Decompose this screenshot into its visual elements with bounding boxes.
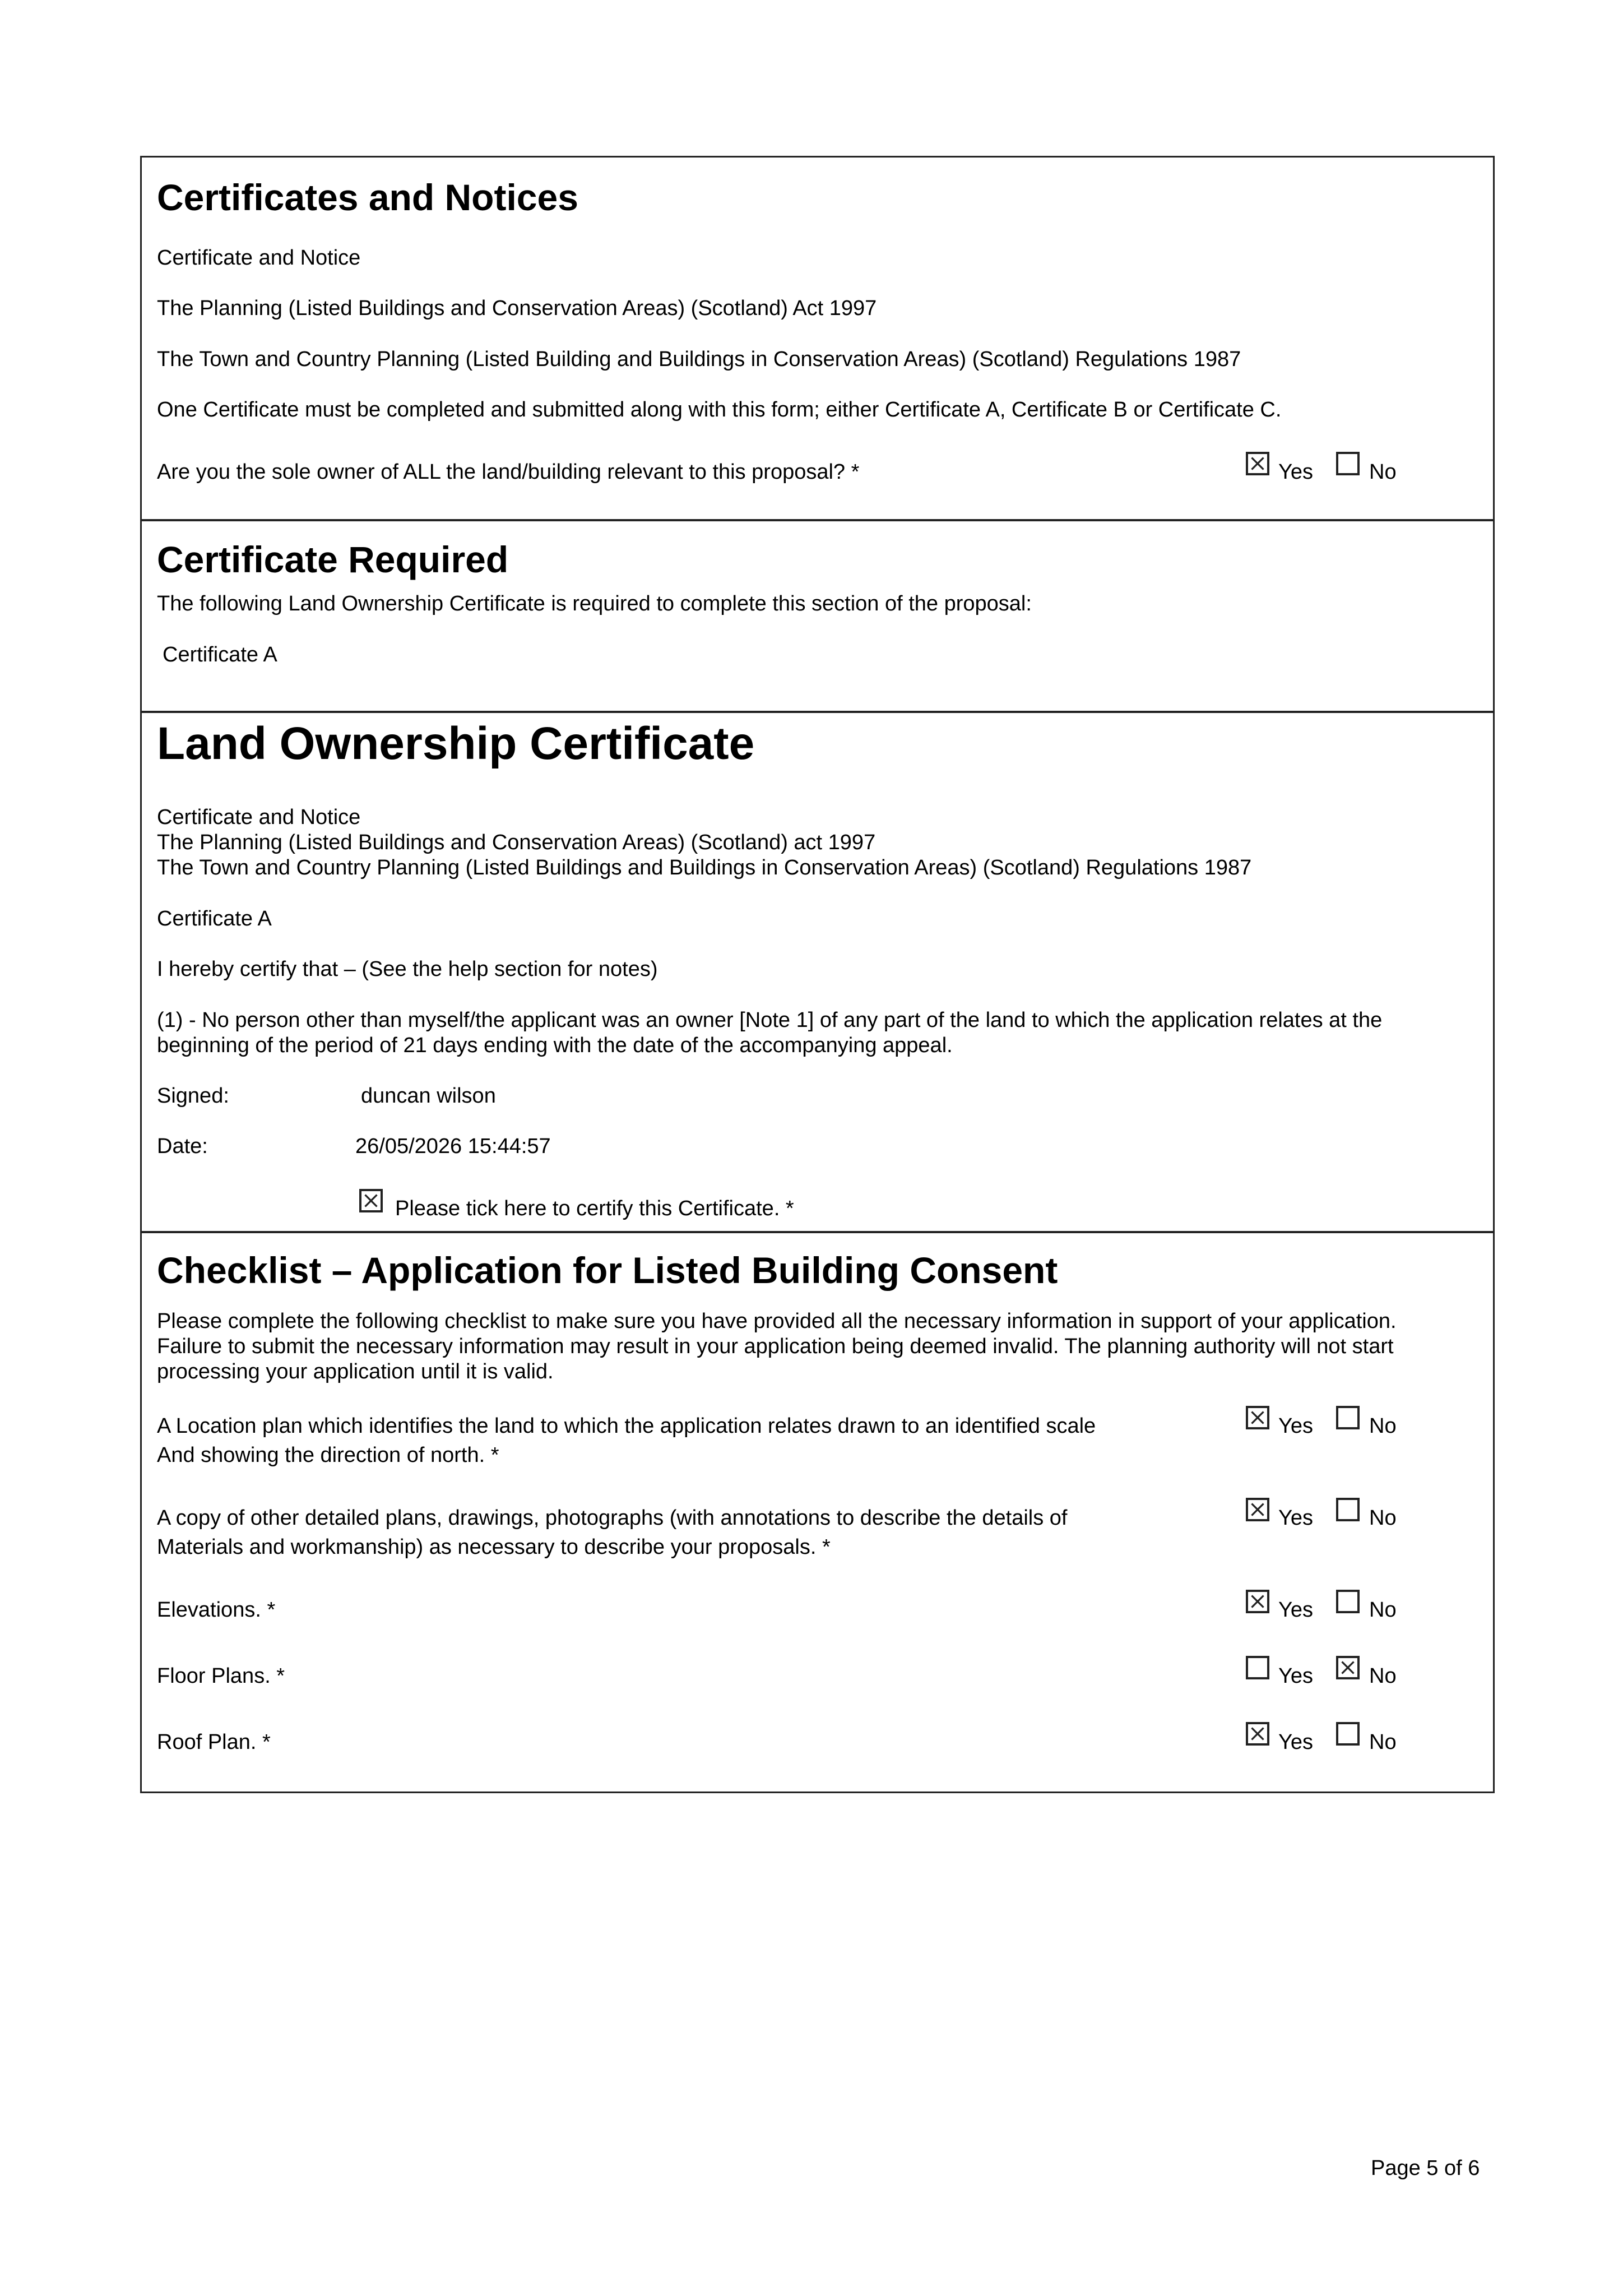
checkbox-x-mark-icon bbox=[1248, 1592, 1267, 1611]
yes-label: Yes bbox=[1278, 1414, 1313, 1438]
no-checkbox[interactable] bbox=[1336, 1722, 1360, 1746]
act-line: The Planning (Listed Buildings and Conservation Areas) (Scotland) Act 1997 bbox=[157, 297, 877, 320]
no-checkbox[interactable] bbox=[1336, 1406, 1360, 1429]
yes-checkbox[interactable] bbox=[1246, 452, 1269, 475]
checklist-intro-line-3: processing your application until it is valid. bbox=[157, 1360, 554, 1383]
certify-label: Please tick here to certify this Certificate. * bbox=[395, 1197, 794, 1220]
checkbox-x-mark-icon bbox=[1248, 454, 1267, 473]
notice-line: Certificate and Notice bbox=[157, 246, 361, 270]
checklist-item-text: Elevations. * bbox=[157, 1598, 276, 1622]
yes-label: Yes bbox=[1278, 1598, 1313, 1622]
checklist-item-text-cont: Materials and workmanship) as necessary to describe your proposals. * bbox=[157, 1535, 831, 1559]
date-value: 26/05/2026 15:44:57 bbox=[355, 1135, 551, 1158]
checkbox-x-mark-icon bbox=[1248, 1408, 1267, 1427]
section-heading: Land Ownership Certificate bbox=[157, 718, 755, 769]
checklist-intro-line-2: Failure to submit the necessary information may result in your application being deemed invalid. The planning authority will not start bbox=[157, 1335, 1394, 1358]
section-land-ownership bbox=[142, 713, 1493, 1231]
date-label: Date: bbox=[157, 1135, 208, 1158]
no-label: No bbox=[1369, 1598, 1397, 1622]
no-label: No bbox=[1369, 1506, 1397, 1530]
section-heading: Certificates and Notices bbox=[157, 177, 578, 218]
checkbox-x-mark-icon bbox=[361, 1191, 381, 1210]
checklist-row bbox=[142, 1664, 1493, 1725]
instruction-line: One Certificate must be completed and submitted along with this form; either Certificate A, Certificate B or Certificate C. bbox=[157, 398, 1282, 422]
required-intro: The following Land Ownership Certificate is required to complete this section of the proposal: bbox=[157, 592, 1032, 615]
required-certificate: Certificate A bbox=[163, 643, 277, 666]
yes-label: Yes bbox=[1278, 1664, 1313, 1688]
ownership-clause-line-2: beginning of the period of 21 days ending with the date of the accompanying appeal. bbox=[157, 1034, 953, 1057]
checkbox-x-mark-icon bbox=[1248, 1724, 1267, 1743]
checkbox-x-mark-icon bbox=[1248, 1500, 1267, 1519]
sole-owner-question: Are you the sole owner of ALL the land/building relevant to this proposal? * bbox=[157, 460, 860, 484]
yes-checkbox[interactable] bbox=[1246, 1406, 1269, 1429]
section-heading: Checklist – Application for Listed Building Consent bbox=[157, 1249, 1058, 1291]
page-number: Page 5 of 6 bbox=[1371, 2156, 1480, 2180]
no-checkbox[interactable] bbox=[1336, 1656, 1360, 1679]
section-heading: Certificate Required bbox=[157, 539, 509, 580]
certify-checkbox[interactable] bbox=[359, 1189, 383, 1212]
signed-label: Signed: bbox=[157, 1084, 229, 1108]
checklist-item-text: A Location plan which identifies the land to which the application relates drawn to an identified scale bbox=[157, 1414, 1096, 1438]
checklist-row bbox=[142, 1730, 1493, 1792]
checklist-item-text: Floor Plans. * bbox=[157, 1664, 285, 1688]
regulations-line: The Town and Country Planning (Listed Building and Buildings in Conservation Areas) (Scotland) Regulations 1987 bbox=[157, 348, 1241, 371]
yes-checkbox[interactable] bbox=[1246, 1498, 1269, 1521]
checklist-row bbox=[142, 1598, 1493, 1659]
checklist-item-text: Roof Plan. * bbox=[157, 1730, 271, 1754]
checklist-row bbox=[142, 1414, 1493, 1475]
ownership-clause-line-1: (1) - No person other than myself/the applicant was an owner [Note 1] of any part of the land to which the application relates at the bbox=[157, 1008, 1383, 1032]
no-checkbox[interactable] bbox=[1336, 452, 1360, 475]
no-label: No bbox=[1369, 460, 1397, 484]
section-checklist bbox=[142, 1233, 1493, 1794]
no-label: No bbox=[1369, 1414, 1397, 1438]
checklist-item-text-cont: And showing the direction of north. * bbox=[157, 1443, 499, 1467]
no-label: No bbox=[1369, 1730, 1397, 1754]
yes-checkbox[interactable] bbox=[1246, 1590, 1269, 1613]
signed-value: duncan wilson bbox=[361, 1084, 496, 1108]
yes-checkbox[interactable] bbox=[1246, 1722, 1269, 1746]
section-certificate-required bbox=[142, 521, 1493, 711]
certify-intro: I hereby certify that – (See the help section for notes) bbox=[157, 957, 658, 981]
checklist-row bbox=[142, 1506, 1493, 1567]
checklist-item-text: A copy of other detailed plans, drawings, photographs (with annotations to describe the details of bbox=[157, 1506, 1068, 1530]
yes-checkbox[interactable] bbox=[1246, 1656, 1269, 1679]
checklist-intro-line-1: Please complete the following checklist to make sure you have provided all the necessary information in support of your application. bbox=[157, 1309, 1397, 1333]
act-line: The Planning (Listed Buildings and Conservation Areas) (Scotland) act 1997 bbox=[157, 831, 876, 854]
yes-label: Yes bbox=[1278, 460, 1313, 484]
yes-label: Yes bbox=[1278, 1506, 1313, 1530]
yes-label: Yes bbox=[1278, 1730, 1313, 1754]
section-certificates-notices bbox=[142, 158, 1493, 519]
checkbox-x-mark-icon bbox=[1338, 1658, 1357, 1677]
no-label: No bbox=[1369, 1664, 1397, 1688]
certificate-type: Certificate A bbox=[157, 907, 272, 931]
application-form-panel bbox=[140, 156, 1495, 1793]
notice-line: Certificate and Notice bbox=[157, 806, 361, 829]
no-checkbox[interactable] bbox=[1336, 1590, 1360, 1613]
no-checkbox[interactable] bbox=[1336, 1498, 1360, 1521]
regulations-line: The Town and Country Planning (Listed Buildings and Buildings in Conservation Areas) (Scotland) Regulations 1987 bbox=[157, 856, 1252, 879]
